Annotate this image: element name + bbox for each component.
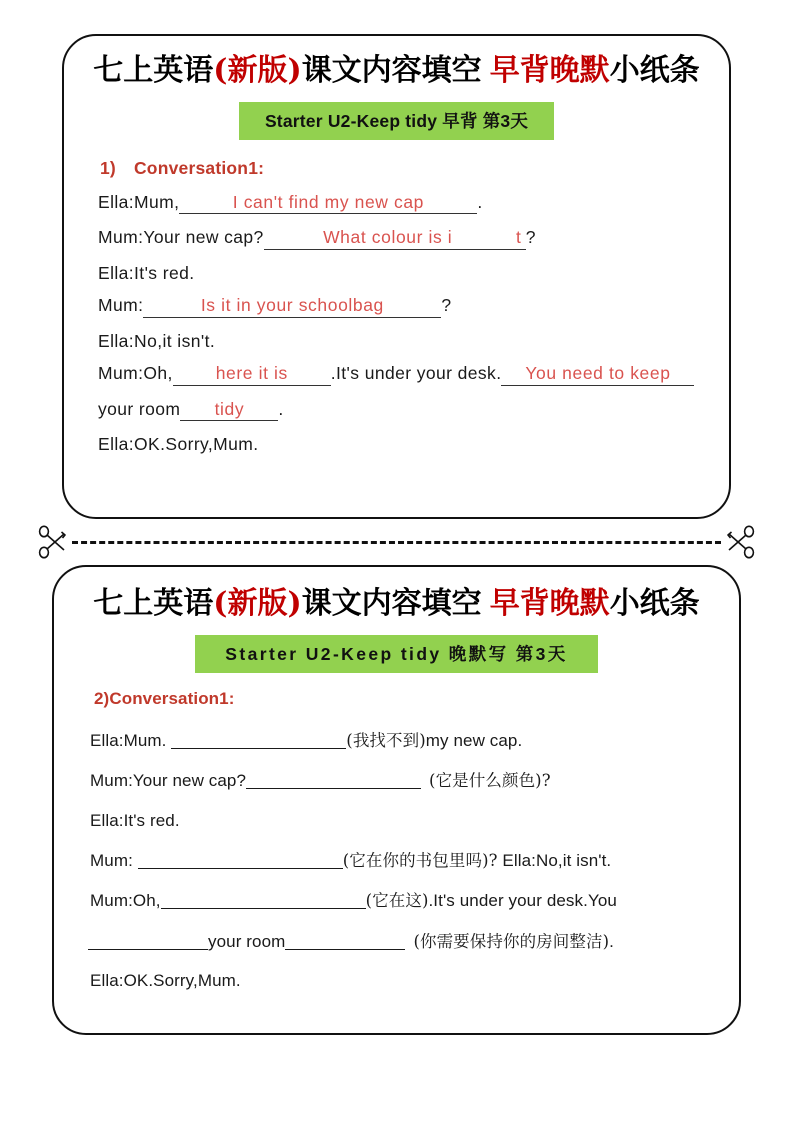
dialogue-line [90,891,713,910]
line-tail: my new cap. [425,730,523,750]
dialogue-line [90,972,713,989]
page-title-card2 [80,585,713,623]
dialogue-line [90,812,713,829]
answer-blank[interactable] [264,229,512,250]
conversation-label-card1: Conversation1: [133,157,265,178]
lesson-banner-card1: Starter U2-Keep tidy 早背 第3天 [239,102,554,140]
answer-blank[interactable] [138,851,343,869]
line-middle: .It's under your desk. [330,363,502,384]
answer-blank-2[interactable] [285,932,405,950]
line-tail: .It's under your desk.You [428,891,617,911]
title-part-2: (新版) [213,53,302,88]
title-part-5: 小纸条 [609,586,700,621]
line-tail: Ella:No,it isn't. [497,850,612,870]
dialogue-line [90,731,713,750]
speaker-label: Ella:Mum, [98,191,180,212]
scissors-icon [727,525,755,559]
conversation-number-card1: 1) [100,157,116,178]
speaker-label: Mum:Your new cap? [90,771,247,791]
title-part-4: 早背晚默 [489,53,610,88]
answer-blank[interactable] [88,932,208,950]
banner-row-card2 [80,635,713,673]
dialogue-line [98,436,703,454]
speaker-label: Mum: [90,850,138,870]
chinese-hint: (我找不到) [346,730,426,750]
page-title-card1 [90,52,703,90]
dialogue-line [98,297,703,318]
dashed-cut-line [72,541,721,544]
line-middle: your room [208,931,286,951]
line-tail: . [278,398,284,419]
speaker-label: Ella:OK.Sorry,Mum. [90,971,241,991]
speaker-label: Ella:It's red. [90,810,180,830]
chinese-hint: (你需要保持你的房间整洁) [413,931,610,951]
title-part-1: 七上英语 [93,586,214,621]
speaker-label: Ella:OK.Sorry,Mum. [98,434,259,455]
title-part-3: 课文内容填空 [301,586,482,621]
title-part-1: 七上英语 [93,53,214,88]
speaker-label: Ella:It's red. [98,262,195,283]
line-tail: . [609,931,614,951]
dialogue-line [98,191,703,215]
conversation-number-card2: 2) [94,688,110,708]
answer-blank[interactable]: tidy [180,401,278,422]
answer-blank-2[interactable]: You need to keep [501,365,694,386]
dialogue-line [98,229,703,250]
conversation-heading-card1 [100,158,703,179]
answer-blank[interactable] [171,731,346,749]
dialogue-line [90,851,713,870]
speaker-label: Ella:Mum. [90,730,172,750]
speaker-label: Mum:Oh, [90,891,161,911]
speaker-label: your room [98,398,181,419]
line-tail: ? [441,295,452,316]
title-part-5: 小纸条 [609,53,700,88]
dialogue-line [88,932,713,951]
cut-line-divider [38,519,755,565]
chinese-hint: (它在你的书包里吗)? [342,850,498,870]
dialogue-line [98,398,703,422]
conversation-label-card2: Conversation1: [109,688,235,708]
speaker-label: Ella:No,it isn't. [98,330,216,351]
speaker-label: Mum:Your new cap? [98,227,264,248]
dialogue-line [98,330,703,351]
answer-blank[interactable] [161,891,366,909]
worksheet-card-evening [52,565,741,1035]
title-part-2: (新版) [213,586,302,621]
line-tail: . [477,191,483,212]
worksheet-card-morning [62,34,731,519]
title-part-3: 课文内容填空 [301,53,482,88]
speaker-label: Mum: [98,295,144,316]
answer-blank[interactable]: here it is [173,365,331,386]
conversation-heading-card2 [94,689,713,709]
banner-row-card1 [90,102,703,140]
dialogue-line [98,365,703,386]
lesson-banner-card2: Starter U2-Keep tidy 晚默写 第3天 [195,635,597,673]
answer-blank[interactable] [246,771,421,789]
line-tail: ? [525,227,536,248]
chinese-hint: (它是什么颜色)? [429,771,551,791]
answer-text: What colour is i [323,227,453,248]
answer-blank[interactable]: I can't find my new cap [179,194,477,215]
chinese-hint: (它在这) [365,891,429,911]
dialogue-line [98,262,703,283]
title-part-4: 早背晚默 [489,586,610,621]
dialogue-line [90,771,713,790]
answer-blank[interactable]: Is it in your schoolbag [143,297,441,318]
speaker-label: Mum:Oh, [98,363,173,384]
answer-blank-tail[interactable]: t [512,229,526,250]
scissors-icon [38,525,66,559]
